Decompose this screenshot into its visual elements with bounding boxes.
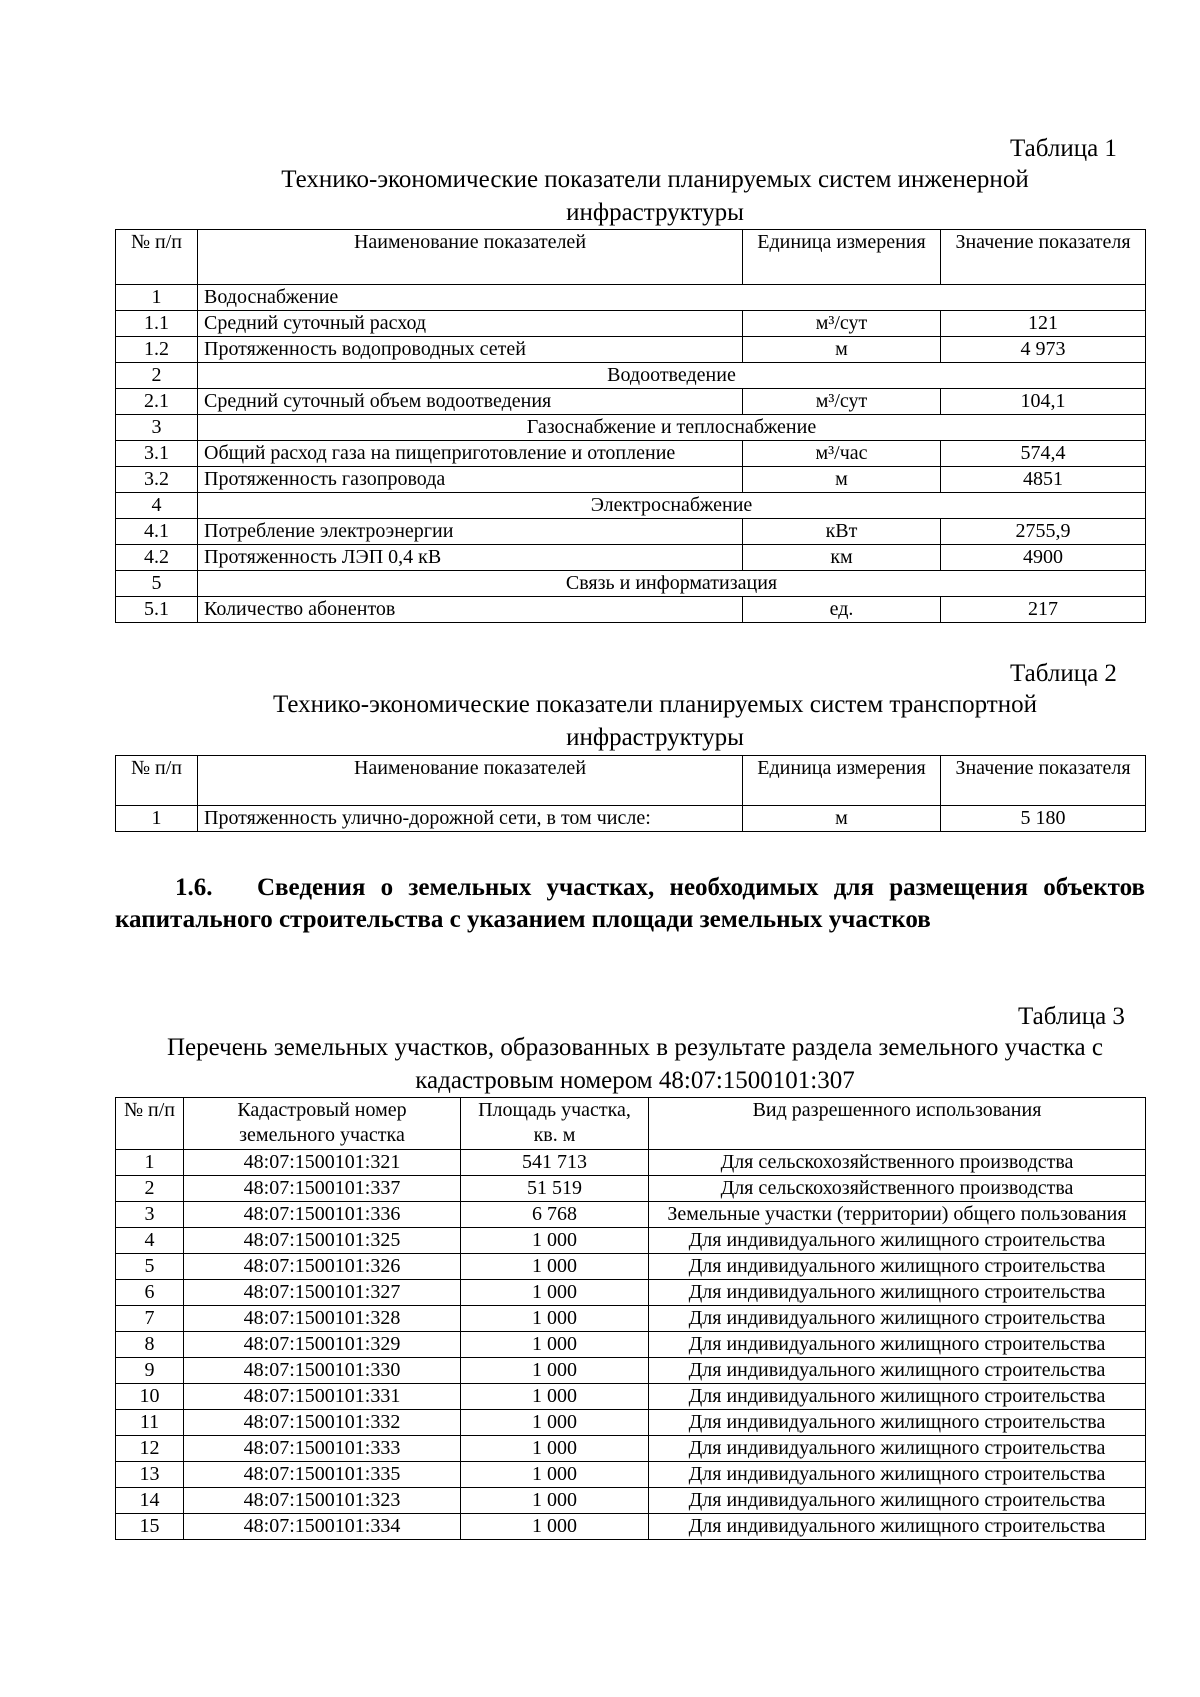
table3-caption: Таблица 3: [1018, 1003, 1125, 1030]
row-number: 7: [116, 1306, 184, 1332]
area: 1 000: [461, 1462, 649, 1488]
area: 1 000: [461, 1436, 649, 1462]
table3-row: [116, 1410, 1146, 1436]
row-number: 15: [116, 1514, 184, 1540]
value: 4900: [941, 545, 1146, 571]
permitted-use: Земельные участки (территории) общего пользования: [649, 1202, 1146, 1228]
cadastral-number: 48:07:1500101:328: [184, 1306, 461, 1332]
indicator-name: Потребление электроэнергии: [198, 519, 743, 545]
row-number: 1.1: [116, 311, 198, 337]
row-number: 1.2: [116, 337, 198, 363]
permitted-use: Для индивидуального жилищного строительства: [649, 1332, 1146, 1358]
unit: кВт: [743, 519, 941, 545]
unit: ед.: [743, 597, 941, 623]
row-number: 3.1: [116, 441, 198, 467]
permitted-use: Для индивидуального жилищного строительства: [649, 1410, 1146, 1436]
value: 104,1: [941, 389, 1146, 415]
row-number: 4: [116, 493, 198, 519]
section-heading: [115, 872, 1145, 936]
cadastral-number: 48:07:1500101:332: [184, 1410, 461, 1436]
table2-header-num: № п/п: [116, 756, 198, 806]
unit: м³/сут: [743, 389, 941, 415]
value: 217: [941, 597, 1146, 623]
table3-row: [116, 1306, 1146, 1332]
area: 1 000: [461, 1410, 649, 1436]
area: 1 000: [461, 1280, 649, 1306]
table1-caption: Таблица 1: [1010, 135, 1117, 162]
table1-header-unit: Единица измерения: [743, 230, 941, 285]
cadastral-number: 48:07:1500101:336: [184, 1202, 461, 1228]
row-number: 3: [116, 1202, 184, 1228]
table3-header-row: [116, 1098, 1146, 1150]
section-number: 1.6.: [175, 874, 213, 901]
row-number: 3.2: [116, 467, 198, 493]
table2-row: [116, 806, 1146, 832]
row-number: 5.1: [116, 597, 198, 623]
row-number: 1: [116, 1150, 184, 1176]
permitted-use: Для индивидуального жилищного строительства: [649, 1306, 1146, 1332]
cadastral-number: 48:07:1500101:326: [184, 1254, 461, 1280]
row-number: 14: [116, 1488, 184, 1514]
row-number: 2: [116, 1176, 184, 1202]
value: 2755,9: [941, 519, 1146, 545]
permitted-use: Для индивидуального жилищного строительства: [649, 1280, 1146, 1306]
area: 51 519: [461, 1176, 649, 1202]
table1-group-row: [116, 285, 1146, 311]
table2-header-unit: Единица измерения: [743, 756, 941, 806]
unit: м: [743, 467, 941, 493]
row-number: 1: [116, 285, 198, 311]
unit: км: [743, 545, 941, 571]
cadastral-number: 48:07:1500101:321: [184, 1150, 461, 1176]
row-number: 8: [116, 1332, 184, 1358]
indicator-name: Средний суточный объем водоотведения: [198, 389, 743, 415]
table1-header-row: [116, 230, 1146, 285]
indicator-name: Протяженность водопроводных сетей: [198, 337, 743, 363]
row-number: 5: [116, 1254, 184, 1280]
table3-header-area: Площадь участка, кв. м: [461, 1098, 649, 1150]
table2-caption: Таблица 2: [1010, 660, 1117, 687]
area: 541 713: [461, 1150, 649, 1176]
table1-header-name: Наименование показателей: [198, 230, 743, 285]
table3-header-cadastral: Кадастровый номер земельного участка: [184, 1098, 461, 1150]
row-number: 5: [116, 571, 198, 597]
table3-row: [116, 1254, 1146, 1280]
table3-row: [116, 1384, 1146, 1410]
area: 6 768: [461, 1202, 649, 1228]
group-name: Водоснабжение: [198, 285, 1146, 311]
unit: м: [743, 337, 941, 363]
cadastral-number: 48:07:1500101:337: [184, 1176, 461, 1202]
table3-row: [116, 1228, 1146, 1254]
row-number: 9: [116, 1358, 184, 1384]
table1-row: [116, 467, 1146, 493]
row-number: 4.2: [116, 545, 198, 571]
indicator-name: Протяженность газопровода: [198, 467, 743, 493]
permitted-use: Для индивидуального жилищного строительства: [649, 1358, 1146, 1384]
area: 1 000: [461, 1514, 649, 1540]
cadastral-number: 48:07:1500101:333: [184, 1436, 461, 1462]
table1-group-row: [116, 415, 1146, 441]
value: 5 180: [941, 806, 1146, 832]
value: 574,4: [941, 441, 1146, 467]
area: 1 000: [461, 1332, 649, 1358]
table2-title: Технико-экономические показатели планируемых систем транспортной инфраструктуры: [273, 691, 1037, 751]
unit: м³/час: [743, 441, 941, 467]
table3-row: [116, 1150, 1146, 1176]
indicator-name: Количество абонентов: [198, 597, 743, 623]
permitted-use: Для индивидуального жилищного строительства: [649, 1228, 1146, 1254]
cadastral-number: 48:07:1500101:329: [184, 1332, 461, 1358]
table1-row: [116, 337, 1146, 363]
table1-group-row: [116, 493, 1146, 519]
table2-header-row: [116, 756, 1146, 806]
group-name: Водоотведение: [198, 363, 1146, 389]
table2: [115, 755, 1146, 832]
cadastral-number: 48:07:1500101:335: [184, 1462, 461, 1488]
row-number: 12: [116, 1436, 184, 1462]
table3-row: [116, 1358, 1146, 1384]
table1-header-value: Значение показателя: [941, 230, 1146, 285]
section-title: Сведения о земельных участках, необходимых для размещения объектов капитального строительства с указанием площади земельных участков: [115, 874, 1145, 933]
cadastral-number: 48:07:1500101:327: [184, 1280, 461, 1306]
permitted-use: Для сельскохозяйственного производства: [649, 1150, 1146, 1176]
area: 1 000: [461, 1228, 649, 1254]
table3-row: [116, 1332, 1146, 1358]
permitted-use: Для индивидуального жилищного строительства: [649, 1488, 1146, 1514]
table3-row: [116, 1488, 1146, 1514]
table3-row: [116, 1280, 1146, 1306]
area: 1 000: [461, 1306, 649, 1332]
group-name: Газоснабжение и теплоснабжение: [198, 415, 1146, 441]
table1-title: Технико-экономические показатели планируемых систем инженерной инфраструктуры: [281, 166, 1029, 226]
area: 1 000: [461, 1488, 649, 1514]
value: 4 973: [941, 337, 1146, 363]
cadastral-number: 48:07:1500101:323: [184, 1488, 461, 1514]
table1-row: [116, 389, 1146, 415]
value: 4851: [941, 467, 1146, 493]
table1-row: [116, 519, 1146, 545]
table3-row: [116, 1202, 1146, 1228]
group-name: Связь и информатизация: [198, 571, 1146, 597]
cadastral-number: 48:07:1500101:325: [184, 1228, 461, 1254]
indicator-name: Протяженность ЛЭП 0,4 кВ: [198, 545, 743, 571]
table3-row: [116, 1436, 1146, 1462]
indicator-name: Общий расход газа на пищеприготовление и отопление: [198, 441, 743, 467]
unit: м³/сут: [743, 311, 941, 337]
value: 121: [941, 311, 1146, 337]
group-name: Электроснабжение: [198, 493, 1146, 519]
permitted-use: Для индивидуального жилищного строительства: [649, 1462, 1146, 1488]
table3-row: [116, 1176, 1146, 1202]
unit: м: [743, 806, 941, 832]
permitted-use: Для индивидуального жилищного строительства: [649, 1436, 1146, 1462]
row-number: 4.1: [116, 519, 198, 545]
area: 1 000: [461, 1384, 649, 1410]
row-number: 13: [116, 1462, 184, 1488]
area: 1 000: [461, 1358, 649, 1384]
table3-title: Перечень земельных участков, образованных в результате раздела земельного участка с кадастровым номером 48:07:1500101:307: [167, 1034, 1103, 1094]
indicator-name: Протяженность улично-дорожной сети, в том числе:: [198, 806, 743, 832]
table3-header-num: № п/п: [116, 1098, 184, 1150]
table3-row: [116, 1514, 1146, 1540]
table2-header-value: Значение показателя: [941, 756, 1146, 806]
table1-row: [116, 311, 1146, 337]
row-number: 2: [116, 363, 198, 389]
indicator-name: Средний суточный расход: [198, 311, 743, 337]
area: 1 000: [461, 1254, 649, 1280]
table2-header-name: Наименование показателей: [198, 756, 743, 806]
cadastral-number: 48:07:1500101:334: [184, 1514, 461, 1540]
table1: [115, 229, 1146, 623]
table1-row: [116, 441, 1146, 467]
permitted-use: Для сельскохозяйственного производства: [649, 1176, 1146, 1202]
table3-header-use: Вид разрешенного использования: [649, 1098, 1146, 1150]
table1-group-row: [116, 571, 1146, 597]
table1-group-row: [116, 363, 1146, 389]
table3: [115, 1097, 1146, 1540]
permitted-use: Для индивидуального жилищного строительства: [649, 1254, 1146, 1280]
permitted-use: Для индивидуального жилищного строительства: [649, 1514, 1146, 1540]
row-number: 10: [116, 1384, 184, 1410]
table1-row: [116, 545, 1146, 571]
row-number: 11: [116, 1410, 184, 1436]
table3-row: [116, 1462, 1146, 1488]
row-number: 2.1: [116, 389, 198, 415]
row-number: 6: [116, 1280, 184, 1306]
cadastral-number: 48:07:1500101:331: [184, 1384, 461, 1410]
table1-header-num: № п/п: [116, 230, 198, 285]
row-number: 4: [116, 1228, 184, 1254]
table1-row: [116, 597, 1146, 623]
permitted-use: Для индивидуального жилищного строительства: [649, 1384, 1146, 1410]
row-number: 3: [116, 415, 198, 441]
cadastral-number: 48:07:1500101:330: [184, 1358, 461, 1384]
row-number: 1: [116, 806, 198, 832]
